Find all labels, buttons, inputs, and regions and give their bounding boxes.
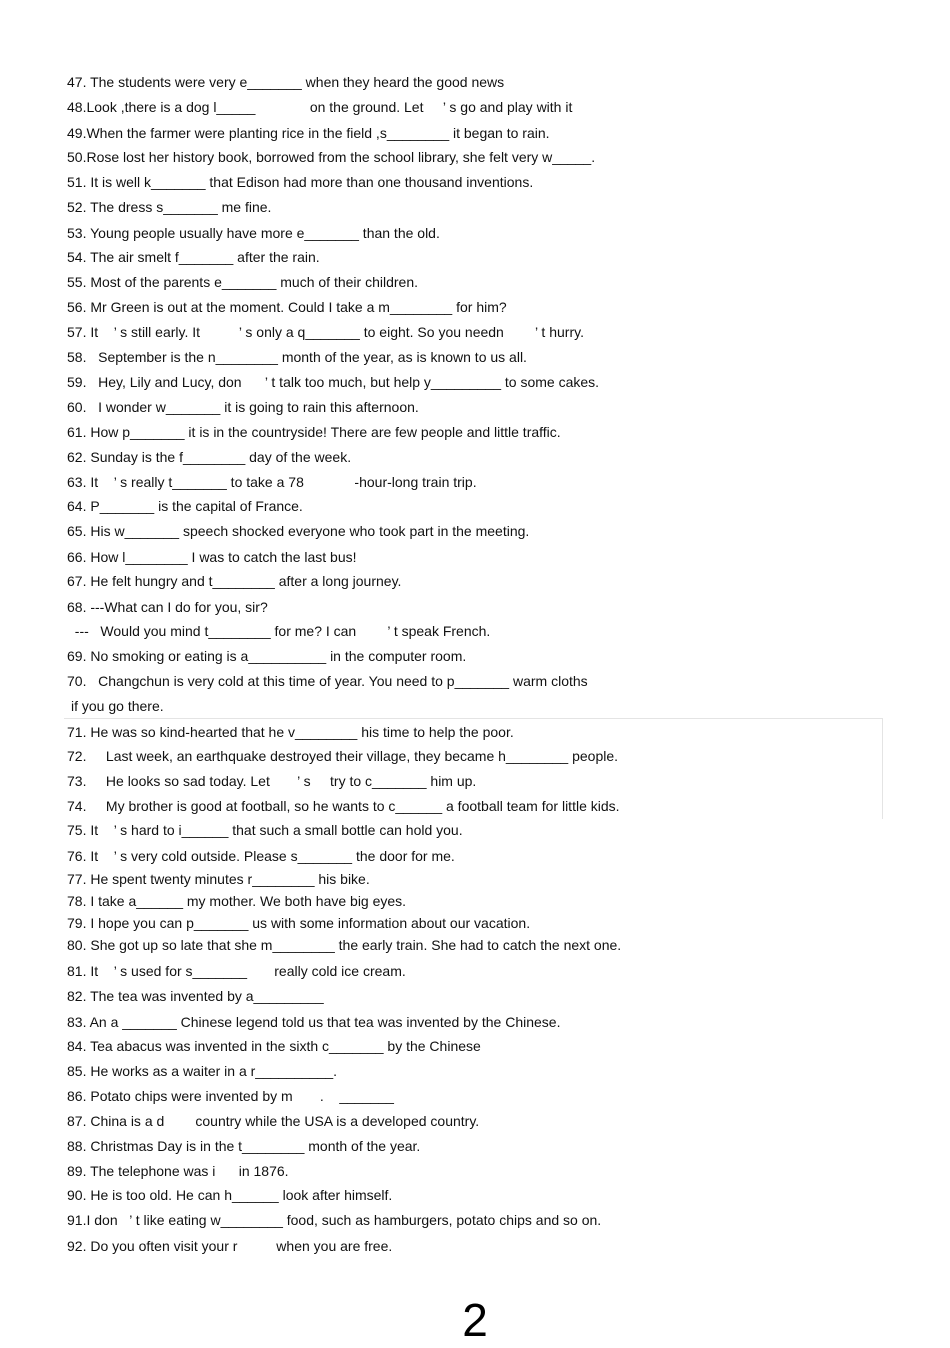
- exercise-82: 82. The tea was invented by a_________: [67, 988, 324, 1004]
- exercise-51: 51. It is well k_______ that Edison had more than one thousand inventions.: [67, 174, 534, 190]
- exercise-50: 50.Rose lost her history book, borrowed from the school library, she felt very w_____.: [67, 149, 596, 165]
- exercise-49: 49.When the farmer were planting rice in the field ,s________ it began to rain.: [67, 125, 550, 141]
- exercise-75: 75. It ’ s hard to i______ that such a small bottle can hold you.: [67, 822, 463, 838]
- exercise-80: 80. She got up so late that she m________ the early train. She had to catch the next one.: [67, 937, 622, 953]
- exercise-68-reply: --- Would you mind t________ for me? I can ’ t speak French.: [67, 623, 491, 639]
- exercise-74: 74. My brother is good at football, so he wants to c______ a football team for little kids.: [67, 798, 620, 814]
- exercise-78: 78. I take a______ my mother. We both have big eyes.: [67, 893, 407, 909]
- exercise-92: 92. Do you often visit your r when you are free.: [67, 1238, 393, 1254]
- exercise-76: 76. It ’ s very cold outside. Please s_______ the door for me.: [67, 848, 455, 864]
- exercise-86: 86. Potato chips were invented by m . _______: [67, 1088, 394, 1104]
- exercise-71: 71. He was so kind-hearted that he v________ his time to help the poor.: [67, 724, 514, 740]
- exercise-62: 62. Sunday is the f________ day of the week.: [67, 449, 352, 465]
- exercise-47: 47. The students were very e_______ when they heard the good news: [67, 74, 505, 90]
- exercise-53: 53. Young people usually have more e_______ than the old.: [67, 225, 440, 241]
- exercise-58: 58. September is the n________ month of the year, as is known to us all.: [67, 349, 527, 365]
- exercise-70-cont: if you go there.: [71, 698, 164, 714]
- exercise-79: 79. I hope you can p_______ us with some information about our vacation.: [67, 915, 531, 931]
- exercise-56: 56. Mr Green is out at the moment. Could I take a m________ for him?: [67, 299, 507, 315]
- exercise-88: 88. Christmas Day is in the t________ month of the year.: [67, 1138, 421, 1154]
- exercise-64: 64. P_______ is the capital of France.: [67, 498, 303, 514]
- exercise-69: 69. No smoking or eating is a__________ in the computer room.: [67, 648, 467, 664]
- exercise-77: 77. He spent twenty minutes r________ his bike.: [67, 871, 370, 887]
- exercise-59: 59. Hey, Lily and Lucy, don ’ t talk too much, but help y_________ to some cakes.: [67, 374, 600, 390]
- exercise-66: 66. How l________ I was to catch the last bus!: [67, 549, 357, 565]
- exercise-67: 67. He felt hungry and t________ after a long journey.: [67, 573, 402, 589]
- page-number: 2: [462, 1294, 488, 1346]
- exercise-68: 68. ---What can I do for you, sir?: [67, 599, 268, 615]
- exercise-91: 91.I don ’ t like eating w________ food, such as hamburgers, potato chips and so on.: [67, 1212, 602, 1228]
- exercise-90: 90. He is too old. He can h______ look after himself.: [67, 1187, 393, 1203]
- exercise-63: 63. It ’ s really t_______ to take a 78 -hour-long train trip.: [67, 474, 477, 490]
- exercise-65: 65. His w_______ speech shocked everyone who took part in the meeting.: [67, 523, 530, 539]
- exercise-57: 57. It ’ s still early. It ’ s only a q_______ to eight. So you needn ’ t hurry.: [67, 324, 584, 340]
- exercise-81: 81. It ’ s used for s_______ really cold ice cream.: [67, 963, 406, 979]
- exercise-72: 72. Last week, an earthquake destroyed their village, they became h________ people.: [67, 748, 619, 764]
- exercise-60: 60. I wonder w_______ it is going to rain this afternoon.: [67, 399, 419, 415]
- exercise-83: 83. An a _______ Chinese legend told us that tea was invented by the Chinese.: [67, 1014, 561, 1030]
- exercise-85: 85. He works as a waiter in a r__________.: [67, 1063, 338, 1079]
- exercise-52: 52. The dress s_______ me fine.: [67, 199, 272, 215]
- exercise-87: 87. China is a d country while the USA is a developed country.: [67, 1113, 480, 1129]
- exercise-55: 55. Most of the parents e_______ much of their children.: [67, 274, 418, 290]
- exercise-89: 89. The telephone was i in 1876.: [67, 1163, 289, 1179]
- exercise-84: 84. Tea abacus was invented in the sixth c_______ by the Chinese: [67, 1038, 481, 1054]
- exercise-61: 61. How p_______ it is in the countryside! There are few people and little traffic.: [67, 424, 561, 440]
- exercise-73: 73. He looks so sad today. Let ’ s try to c_______ him up.: [67, 773, 477, 789]
- exercise-70: 70. Changchun is very cold at this time of year. You need to p_______ warm cloths: [67, 673, 588, 689]
- exercise-54: 54. The air smelt f_______ after the rain.: [67, 249, 320, 265]
- exercise-48: 48.Look ,there is a dog l_____ on the ground. Let ’ s go and play with it: [67, 99, 573, 115]
